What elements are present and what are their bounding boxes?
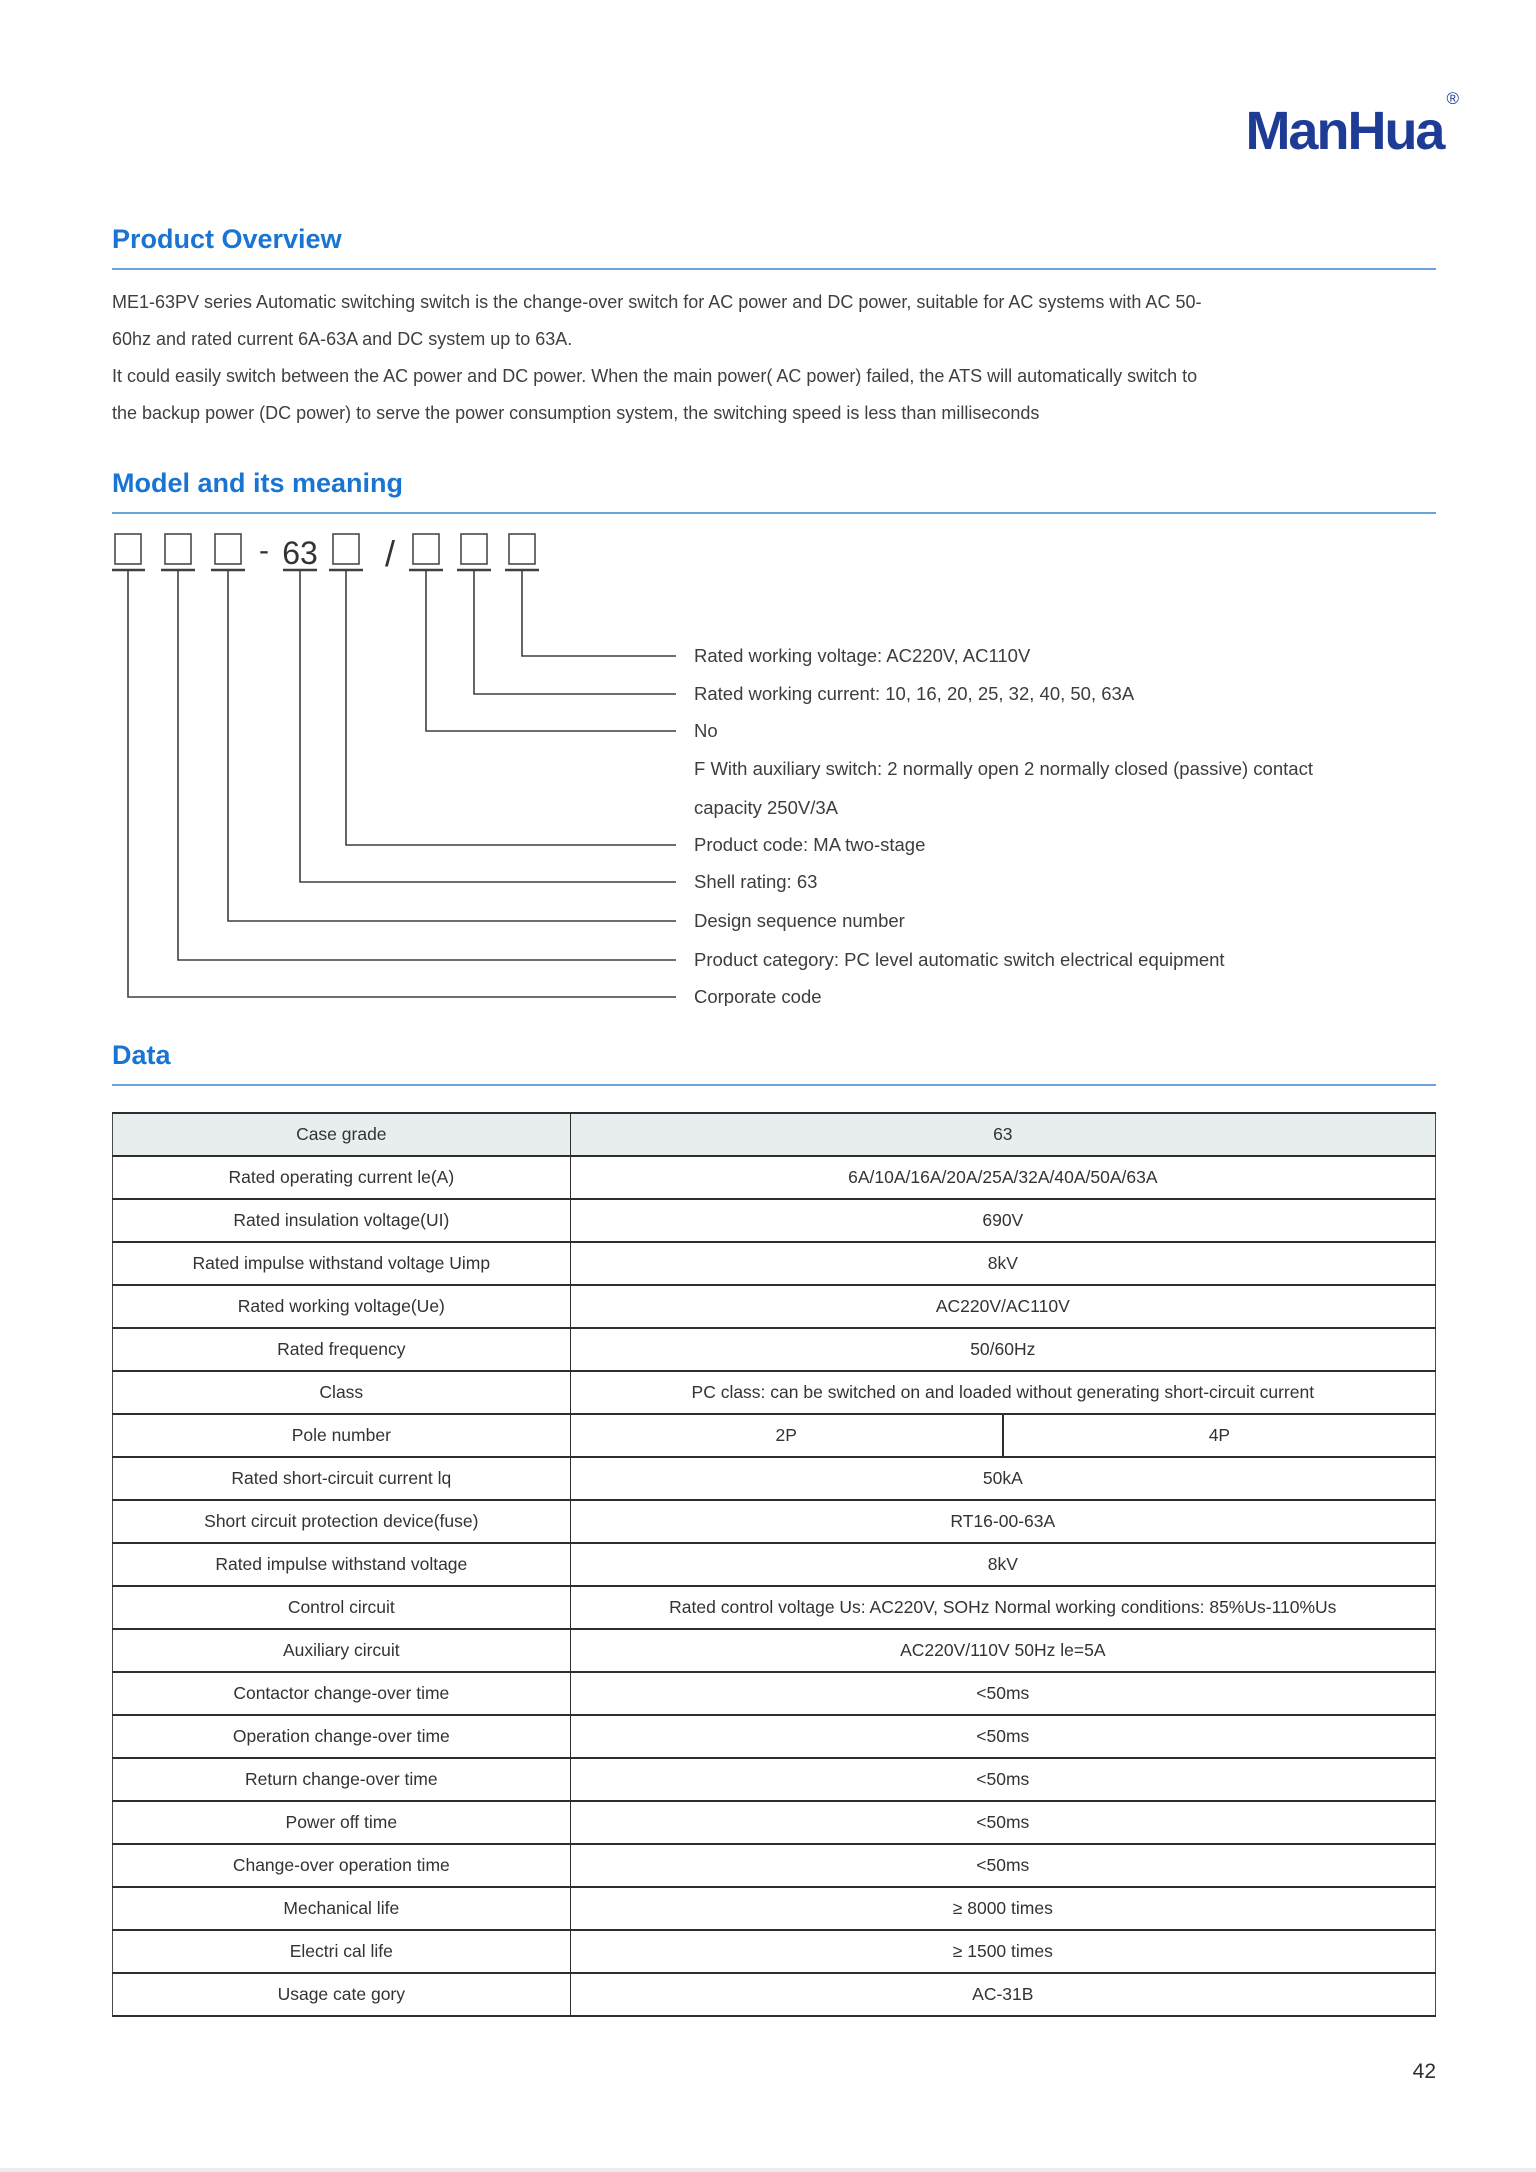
- registered-trademark-icon: ®: [1446, 89, 1459, 108]
- spec-value-cell: AC-31B: [570, 1973, 1435, 2016]
- spec-row: [113, 1199, 1436, 1242]
- spec-label-cell: Rated impulse withstand voltage: [113, 1543, 571, 1586]
- spec-label-cell: Control circuit: [113, 1586, 571, 1629]
- spec-table: [112, 1112, 1436, 2017]
- spec-value-cell: 690V: [570, 1199, 1435, 1242]
- spec-row: [113, 1930, 1436, 1973]
- overview-line: ME1-63PV series Automatic switching switch is the change-over switch for AC power and DC power, suitable for AC systems with AC 50-: [112, 292, 1202, 312]
- model-label: F With auxiliary switch: 2 normally open 2 normally closed (passive) contact: [694, 758, 1313, 779]
- spec-row: [113, 1328, 1436, 1371]
- spec-value-cell: 50/60Hz: [570, 1328, 1435, 1371]
- spec-label-cell: Rated impulse withstand voltage Uimp: [113, 1242, 571, 1285]
- spec-row: [113, 1629, 1436, 1672]
- model-code-diagram: [112, 524, 1436, 1006]
- spec-row: [113, 1242, 1436, 1285]
- spec-label-cell: Class: [113, 1371, 571, 1414]
- spec-label-cell: Short circuit protection device(fuse): [113, 1500, 571, 1543]
- spec-label-cell: Rated short-circuit current lq: [113, 1457, 571, 1500]
- spec-label-cell: Rated working voltage(Ue): [113, 1285, 571, 1328]
- spec-label-cell: Case grade: [113, 1113, 571, 1156]
- spec-label-cell: Rated operating current le(A): [113, 1156, 571, 1199]
- brand-logo: [1245, 89, 1459, 162]
- spec-label-cell: Power off time: [113, 1801, 571, 1844]
- spec-row: [113, 1586, 1436, 1629]
- spec-value-cell: 6A/10A/16A/20A/25A/32A/40A/50A/63A: [570, 1156, 1435, 1199]
- spec-value-cell: Rated control voltage Us: AC220V, SOHz Normal working conditions: 85%Us-110%Us: [570, 1586, 1435, 1629]
- spec-label-cell: Auxiliary circuit: [113, 1629, 571, 1672]
- spec-value-cell: RT16-00-63A: [570, 1500, 1435, 1543]
- spec-label-cell: Rated frequency: [113, 1328, 571, 1371]
- spec-label-cell: Electri cal life: [113, 1930, 571, 1973]
- model-label: Rated working voltage: AC220V, AC110V: [694, 645, 1031, 666]
- section-rule: [112, 268, 1436, 270]
- model-label: Product category: PC level automatic switch electrical equipment: [694, 949, 1225, 970]
- model-code-diagram-svg: [112, 524, 1436, 1006]
- model-connector-lines: [128, 570, 676, 997]
- section-model-meaning: [112, 468, 1436, 1006]
- spec-row: [113, 1457, 1436, 1500]
- page-bottom-edge: [0, 2168, 1536, 2172]
- spec-label-cell: Operation change-over time: [113, 1715, 571, 1758]
- section-data: [112, 1040, 1436, 2017]
- spec-value-cell: AC220V/AC110V: [570, 1285, 1435, 1328]
- model-label: Shell rating: 63: [694, 871, 818, 892]
- overview-line: It could easily switch between the AC power and DC power. When the main power( AC power) failed, the ATS will automatically switch to: [112, 366, 1198, 386]
- model-code-box: [165, 534, 191, 564]
- spec-row: [113, 1758, 1436, 1801]
- model-label: Product code: MA two-stage: [694, 834, 926, 855]
- page-number: 42: [1412, 2060, 1436, 2083]
- section-rule: [112, 1084, 1436, 1086]
- model-code-box: [115, 534, 141, 564]
- spec-row: [113, 1672, 1436, 1715]
- spec-row: [113, 1973, 1436, 2016]
- model-code-dash: -: [259, 534, 269, 567]
- spec-value-cell: <50ms: [570, 1844, 1435, 1887]
- model-label: capacity 250V/3A: [694, 797, 838, 818]
- section-title-model-meaning: Model and its meaning: [112, 468, 404, 498]
- spec-value-cell: <50ms: [570, 1801, 1435, 1844]
- spec-label-cell: Usage cate gory: [113, 1973, 571, 2016]
- spec-value-cell: <50ms: [570, 1715, 1435, 1758]
- spec-value-cell: ≥ 8000 times: [570, 1887, 1435, 1930]
- spec-row: [113, 1113, 1436, 1156]
- spec-row: [113, 1371, 1436, 1414]
- spec-value-cell: ≥ 1500 times: [570, 1930, 1435, 1973]
- model-code-box: [333, 534, 359, 564]
- section-title-data: Data: [112, 1040, 171, 1070]
- spec-row: [113, 1500, 1436, 1543]
- spec-value-cell: 63: [570, 1113, 1435, 1156]
- spec-value-cell: 8kV: [570, 1242, 1435, 1285]
- spec-value-cell: AC220V/110V 50Hz le=5A: [570, 1629, 1435, 1672]
- model-label: Rated working current: 10, 16, 20, 25, 32, 40, 50, 63A: [694, 683, 1135, 704]
- model-code-box: [461, 534, 487, 564]
- brand-name: ManHua: [1245, 101, 1444, 161]
- section-rule: [112, 512, 1436, 514]
- spec-row: [113, 1414, 1436, 1457]
- spec-value-cell: 50kA: [570, 1457, 1435, 1500]
- spec-value-cell: <50ms: [570, 1758, 1435, 1801]
- spec-row: [113, 1156, 1436, 1199]
- spec-row: [113, 1887, 1436, 1930]
- spec-label-cell: Contactor change-over time: [113, 1672, 571, 1715]
- overview-line: the backup power (DC power) to serve the power consumption system, the switching speed is less than milliseconds: [112, 403, 1040, 423]
- spec-row: [113, 1543, 1436, 1586]
- section-product-overview: [112, 224, 1436, 432]
- spec-label-cell: Rated insulation voltage(UI): [113, 1199, 571, 1242]
- model-label: Design sequence number: [694, 910, 905, 931]
- model-code-box: [215, 534, 241, 564]
- model-code-slash: /: [384, 533, 396, 574]
- spec-row: [113, 1844, 1436, 1887]
- spec-label-cell: Return change-over time: [113, 1758, 571, 1801]
- model-code-box: [509, 534, 535, 564]
- overview-line: 60hz and rated current 6A-63A and DC system up to 63A.: [112, 329, 573, 349]
- spec-value-cell: 8kV: [570, 1543, 1435, 1586]
- model-label: Corporate code: [694, 986, 822, 1006]
- spec-value-cell: 4P: [1003, 1414, 1436, 1457]
- spec-value-cell: PC class: can be switched on and loaded without generating short-circuit current: [570, 1371, 1435, 1414]
- model-code-shell-rating: 63: [282, 535, 318, 571]
- spec-row: [113, 1801, 1436, 1844]
- model-label: No: [694, 720, 718, 741]
- spec-label-cell: Pole number: [113, 1414, 571, 1457]
- model-code-box: [413, 534, 439, 564]
- spec-label-cell: Mechanical life: [113, 1887, 571, 1930]
- spec-row: [113, 1715, 1436, 1758]
- overview-paragraphs: [112, 284, 1436, 432]
- section-title-product-overview: Product Overview: [112, 224, 342, 254]
- spec-row: [113, 1285, 1436, 1328]
- spec-value-cell: <50ms: [570, 1672, 1435, 1715]
- spec-label-cell: Change-over operation time: [113, 1844, 571, 1887]
- spec-value-cell: 2P: [570, 1414, 1003, 1457]
